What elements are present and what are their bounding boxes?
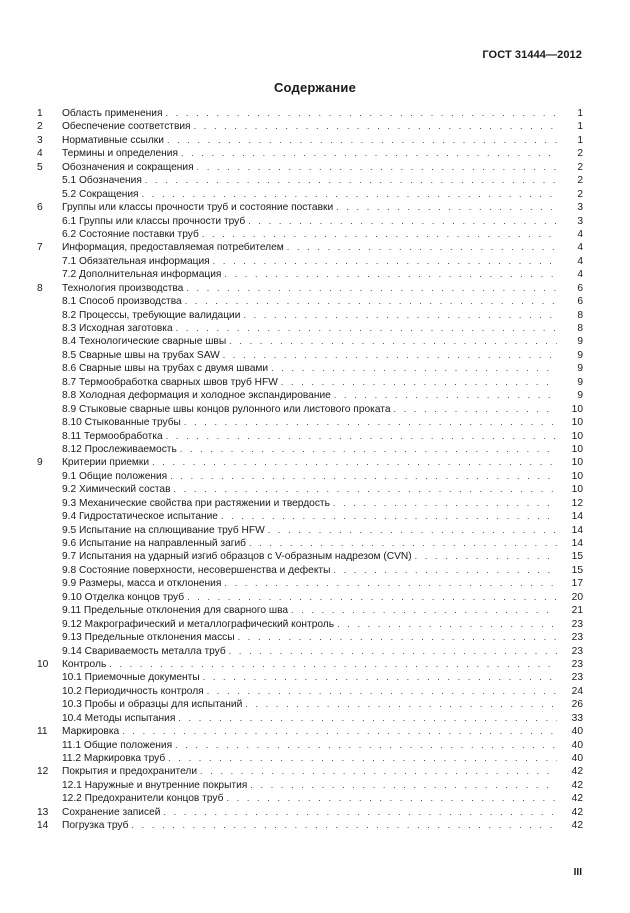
- toc-entry: [62, 819, 583, 832]
- toc-item[interactable]: [37, 403, 583, 416]
- toc-item-label: 8.5 Сварные швы на трубах SAW: [62, 349, 223, 362]
- toc-item-page: 42: [571, 806, 583, 818]
- toc-item[interactable]: [37, 295, 583, 308]
- toc-leader-dots: [207, 685, 557, 698]
- toc-item-label: 8.3 Исходная заготовка: [62, 322, 176, 335]
- toc-item-label: 9.5 Испытание на сплющивание труб HFW: [62, 524, 268, 537]
- page-number: III: [573, 867, 582, 878]
- toc-entry: [62, 134, 583, 147]
- toc-item-label: Нормативные ссылки: [62, 134, 167, 147]
- toc-item-page: 42: [571, 793, 583, 805]
- toc-item-page: 9: [577, 390, 583, 402]
- toc-leader-dots: [180, 443, 557, 456]
- toc-item-page: 33: [571, 712, 583, 724]
- toc-item-page: 12: [571, 497, 583, 509]
- toc-leader-dots: [152, 456, 557, 469]
- toc-item-page: 1: [577, 121, 583, 133]
- toc-item-number: 11: [37, 726, 48, 738]
- toc-leader-dots: [122, 725, 557, 738]
- toc-item-page: 20: [571, 591, 583, 603]
- toc-item-label: 10.1 Приемочные документы: [62, 671, 203, 684]
- toc-entry: [62, 671, 583, 684]
- toc-item[interactable]: [37, 577, 583, 590]
- toc-leader-dots: [245, 698, 557, 711]
- toc-entry: [62, 564, 583, 577]
- toc-item-label: 8.12 Прослеживаемость: [62, 443, 180, 456]
- toc-leader-dots: [221, 510, 557, 523]
- toc-item[interactable]: [37, 604, 583, 617]
- toc-item-page: 15: [571, 564, 583, 576]
- toc-item[interactable]: [37, 456, 583, 469]
- toc-entry: [62, 335, 583, 348]
- toc-item-page: 4: [577, 255, 583, 267]
- toc-item[interactable]: [37, 806, 583, 819]
- toc-leader-dots: [333, 564, 557, 577]
- toc-item-page: 6: [577, 296, 583, 308]
- toc-entry: [62, 443, 583, 456]
- toc-item-page: 26: [571, 699, 583, 711]
- toc-entry: [62, 416, 583, 429]
- toc-item[interactable]: [37, 228, 583, 241]
- toc-item-page: 40: [571, 739, 583, 751]
- toc-item[interactable]: [37, 645, 583, 658]
- toc-entry: [62, 524, 583, 537]
- toc-entry: [62, 241, 583, 254]
- toc-entry: [62, 631, 583, 644]
- toc-entry: [62, 376, 583, 389]
- toc-item[interactable]: [37, 255, 583, 268]
- toc-entry: [62, 658, 583, 671]
- toc-item[interactable]: [37, 389, 583, 402]
- toc-item-number: 8: [37, 282, 43, 294]
- toc-item[interactable]: [37, 309, 583, 322]
- toc-item-label: 9.9 Размеры, масса и отклонения: [62, 577, 224, 590]
- toc-item-page: 21: [571, 605, 583, 617]
- toc-item-page: 14: [571, 524, 583, 536]
- toc-entry: [62, 228, 583, 241]
- toc-entry: [62, 470, 583, 483]
- toc-leader-dots: [165, 107, 557, 120]
- toc-item-page: 24: [571, 685, 583, 697]
- toc-item-label: 9.1 Общие положения: [62, 470, 170, 483]
- toc-entry: [62, 739, 583, 752]
- toc-item[interactable]: [37, 134, 583, 147]
- toc-entry: [62, 349, 583, 362]
- toc-leader-dots: [223, 349, 557, 362]
- toc-item-number: 14: [37, 820, 49, 832]
- toc-item-label: 9.7 Испытания на ударный изгиб образцов с V-образным надрезом (CVN): [62, 550, 415, 563]
- toc-entry: [62, 712, 583, 725]
- toc-entry: [62, 483, 583, 496]
- toc-item[interactable]: [37, 349, 583, 362]
- toc-item[interactable]: [37, 161, 583, 174]
- toc-item[interactable]: [37, 147, 583, 160]
- toc-leader-dots: [197, 161, 557, 174]
- toc-leader-dots: [131, 819, 557, 832]
- toc-item[interactable]: [37, 376, 583, 389]
- toc-item[interactable]: [37, 819, 583, 832]
- toc-item[interactable]: [37, 658, 583, 671]
- toc-item-label: Контроль: [62, 658, 109, 671]
- toc-item-label: 8.8 Холодная деформация и холодное экспандирование: [62, 389, 334, 402]
- toc-entry: [62, 120, 583, 133]
- toc-entry: [62, 309, 583, 322]
- toc-leader-dots: [109, 658, 557, 671]
- toc-item-page: 10: [571, 443, 583, 455]
- standard-code: ГОСТ 31444—2012: [482, 49, 582, 61]
- toc-leader-dots: [224, 577, 557, 590]
- toc-item-page: 42: [571, 779, 583, 791]
- toc-leader-dots: [333, 497, 557, 510]
- toc-leader-dots: [415, 550, 557, 563]
- toc-item[interactable]: [37, 765, 583, 778]
- toc-leader-dots: [224, 268, 557, 281]
- toc-item-page: 9: [577, 363, 583, 375]
- toc-leader-dots: [271, 362, 557, 375]
- toc-item-page: 9: [577, 336, 583, 348]
- toc-leader-dots: [229, 335, 557, 348]
- toc-item-page: 14: [571, 538, 583, 549]
- toc-item-label: Технология производства: [62, 282, 186, 295]
- toc-entry: [62, 456, 583, 469]
- toc-item[interactable]: [37, 537, 583, 550]
- toc-leader-dots: [176, 322, 557, 335]
- toc-leader-dots: [167, 134, 557, 147]
- toc-item-page: 2: [577, 188, 583, 200]
- toc-item-label: 9.6 Испытание на направленный загиб: [62, 537, 249, 550]
- toc-entry: [62, 295, 583, 308]
- toc-item-page: 2: [577, 148, 583, 160]
- toc-entry: [62, 698, 583, 711]
- toc-leader-dots: [238, 631, 557, 644]
- toc-leader-dots: [142, 188, 557, 201]
- toc-item-label: Информация, предоставляемая потребителем: [62, 241, 287, 254]
- toc-item[interactable]: [37, 564, 583, 577]
- toc-item[interactable]: [37, 550, 583, 563]
- toc-item[interactable]: [37, 362, 583, 375]
- toc-entry: [62, 188, 583, 201]
- toc-item[interactable]: [37, 712, 583, 725]
- toc-item-label: 7.1 Обязательная информация: [62, 255, 213, 268]
- toc-item[interactable]: [37, 107, 583, 120]
- toc-leader-dots: [163, 806, 557, 819]
- toc-item[interactable]: [37, 282, 583, 295]
- toc-entry: [62, 537, 583, 550]
- toc-item-label: 9.12 Макрографический и металлографический контроль: [62, 618, 337, 631]
- toc-item-label: 9.13 Предельные отклонения массы: [62, 631, 238, 644]
- toc-item-label: Область применения: [62, 107, 165, 120]
- toc-leader-dots: [291, 604, 557, 617]
- toc-entry: [62, 174, 583, 187]
- toc-leader-dots: [248, 215, 557, 228]
- toc-leader-dots: [203, 671, 557, 684]
- toc-item-label: 9.14 Свариваемость металла труб: [62, 645, 229, 658]
- toc-item[interactable]: [37, 524, 583, 537]
- toc-entry: [62, 161, 583, 174]
- toc-entry: [62, 107, 583, 120]
- toc-item-label: 8.1 Способ производства: [62, 295, 185, 308]
- toc-item[interactable]: [37, 443, 583, 456]
- toc-entry: [62, 215, 583, 228]
- toc-item-page: 23: [571, 618, 583, 630]
- toc-item-label: 8.4 Технологические сварные швы: [62, 335, 229, 348]
- toc-item-number: 1: [37, 108, 43, 119]
- toc-item-label: 8.10 Стыкованные трубы: [62, 416, 184, 429]
- toc-item[interactable]: [37, 685, 583, 698]
- toc-item-label: 8.2 Процессы, требующие валидации: [62, 309, 243, 322]
- toc-item-label: Маркировка: [62, 725, 122, 738]
- toc-item-number: 5: [37, 161, 43, 173]
- toc-entry: [62, 792, 583, 805]
- toc-leader-dots: [200, 765, 557, 778]
- toc-item[interactable]: [37, 497, 583, 510]
- toc-item-number: 3: [37, 134, 43, 146]
- toc-leader-dots: [174, 483, 557, 496]
- toc-leader-dots: [178, 712, 557, 725]
- toc-item-page: 10: [571, 403, 583, 415]
- toc-entry: [62, 591, 583, 604]
- toc-item-page: 1: [577, 134, 583, 146]
- toc-leader-dots: [145, 174, 557, 187]
- toc-entry: [62, 255, 583, 268]
- toc-item[interactable]: [37, 416, 583, 429]
- toc-item-number: 12: [37, 766, 49, 778]
- toc-item-label: 9.4 Гидростатическое испытание: [62, 510, 221, 523]
- toc-item-page: 40: [571, 753, 583, 764]
- toc-item-page: 42: [571, 766, 583, 778]
- toc-item-page: 3: [577, 202, 583, 214]
- toc-entry: [62, 725, 583, 738]
- toc-entry: [62, 604, 583, 617]
- toc-leader-dots: [185, 295, 557, 308]
- toc-item[interactable]: [37, 631, 583, 644]
- toc-entry: [62, 389, 583, 402]
- toc-item-label: 8.7 Термообработка сварных швов труб HFW: [62, 376, 281, 389]
- page-title: Содержание: [273, 80, 357, 95]
- toc-item[interactable]: [37, 483, 583, 496]
- toc-entry: [62, 550, 583, 563]
- toc-item-label: 11.2 Маркировка труб: [62, 752, 168, 765]
- toc-leader-dots: [213, 255, 557, 268]
- toc-item-number: 9: [37, 457, 43, 469]
- toc-item-page: 4: [577, 269, 583, 281]
- toc-entry: [62, 322, 583, 335]
- toc-item-label: 10.2 Периодичность контроля: [62, 685, 207, 698]
- toc-item[interactable]: [37, 792, 583, 805]
- toc-leader-dots: [166, 430, 557, 443]
- table-of-contents: [37, 107, 583, 833]
- toc-item-page: 10: [571, 417, 583, 429]
- toc-item[interactable]: [37, 698, 583, 711]
- toc-leader-dots: [334, 389, 557, 402]
- toc-item-label: 8.11 Термообработка: [62, 430, 166, 443]
- toc-item-label: 9.8 Состояние поверхности, несовершенства и дефекты: [62, 564, 333, 577]
- toc-entry: [62, 282, 583, 295]
- toc-item-label: 8.9 Стыковые сварные швы концов рулонного или листового проката: [62, 403, 394, 416]
- toc-item-number: 2: [37, 121, 43, 133]
- toc-item-label: Сохранение записей: [62, 806, 163, 819]
- toc-item-label: Термины и определения: [62, 147, 181, 160]
- toc-item-label: 10.3 Пробы и образцы для испытаний: [62, 698, 245, 711]
- toc-item-label: 9.2 Химический состав: [62, 483, 174, 496]
- toc-item[interactable]: [37, 739, 583, 752]
- toc-item-label: 9.3 Механические свойства при растяжении и твердость: [62, 497, 333, 510]
- toc-item[interactable]: [37, 174, 583, 187]
- toc-item-page: 4: [577, 242, 583, 254]
- toc-item[interactable]: [37, 430, 583, 443]
- toc-leader-dots: [243, 309, 557, 322]
- toc-item[interactable]: [37, 510, 583, 523]
- toc-item-label: 12.2 Предохранители концов труб: [62, 792, 226, 805]
- toc-item-label: Погрузка труб: [62, 819, 131, 832]
- toc-item-page: 4: [577, 228, 583, 240]
- toc-entry: [62, 779, 583, 792]
- toc-item[interactable]: [37, 322, 583, 335]
- toc-leader-dots: [249, 537, 557, 550]
- toc-leader-dots: [226, 792, 557, 805]
- toc-item[interactable]: [37, 188, 583, 201]
- toc-entry: [62, 147, 583, 160]
- toc-item-number: 7: [37, 242, 43, 254]
- toc-item-page: 6: [577, 282, 583, 294]
- toc-leader-dots: [187, 591, 557, 604]
- toc-item-page: 8: [577, 323, 583, 334]
- toc-item[interactable]: [37, 268, 583, 281]
- toc-item-page: 2: [577, 175, 583, 187]
- toc-entry: [62, 618, 583, 631]
- toc-item[interactable]: [37, 779, 583, 792]
- toc-item-label: 9.10 Отделка концов труб: [62, 591, 187, 604]
- toc-entry: [62, 362, 583, 375]
- toc-item-page: 9: [577, 349, 583, 361]
- toc-leader-dots: [229, 645, 557, 658]
- toc-leader-dots: [175, 739, 557, 752]
- toc-entry: [62, 268, 583, 281]
- toc-item-number: 4: [37, 148, 43, 160]
- toc-item-label: Покрытия и предохранители: [62, 765, 200, 778]
- toc-item-page: 14: [571, 511, 583, 523]
- toc-leader-dots: [184, 416, 557, 429]
- toc-entry: [62, 806, 583, 819]
- toc-item-page: 9: [577, 376, 583, 388]
- toc-entry: [62, 685, 583, 698]
- toc-entry: [62, 430, 583, 443]
- toc-entry: [62, 645, 583, 658]
- toc-leader-dots: [186, 282, 557, 295]
- toc-entry: [62, 497, 583, 510]
- toc-leader-dots: [336, 201, 557, 214]
- toc-item-page: 3: [577, 215, 583, 227]
- toc-entry: [62, 752, 583, 765]
- toc-item-number: 13: [37, 806, 49, 818]
- toc-item-page: 1: [577, 108, 583, 119]
- toc-item-label: Группы или классы прочности труб и состояние поставки: [62, 201, 336, 214]
- toc-item-page: 2: [577, 161, 583, 173]
- toc-leader-dots: [250, 779, 557, 792]
- toc-leader-dots: [194, 120, 557, 133]
- toc-item[interactable]: [37, 241, 583, 254]
- toc-item-page: 10: [571, 430, 583, 442]
- toc-leader-dots: [337, 618, 557, 631]
- toc-item-page: 8: [577, 309, 583, 321]
- toc-item-page: 10: [571, 457, 583, 469]
- toc-leader-dots: [394, 403, 558, 416]
- toc-item-label: 11.1 Общие положения: [62, 739, 175, 752]
- toc-item-page: 17: [571, 578, 583, 590]
- toc-entry: [62, 201, 583, 214]
- toc-item-number: 10: [37, 658, 49, 670]
- toc-entry: [62, 765, 583, 778]
- toc-leader-dots: [168, 752, 557, 765]
- toc-item[interactable]: [37, 752, 583, 765]
- toc-item-number: 6: [37, 202, 43, 214]
- toc-item-label: 5.1 Обозначения: [62, 174, 145, 187]
- toc-item[interactable]: [37, 618, 583, 631]
- toc-item-label: 10.4 Методы испытания: [62, 712, 178, 725]
- toc-item-label: Критерии приемки: [62, 456, 152, 469]
- toc-item-page: 40: [571, 726, 583, 738]
- toc-item-label: 6.1 Группы или классы прочности труб: [62, 215, 248, 228]
- toc-item[interactable]: [37, 335, 583, 348]
- toc-item-page: 23: [571, 645, 583, 657]
- toc-entry: [62, 577, 583, 590]
- toc-item-label: Обозначения и сокращения: [62, 161, 197, 174]
- toc-item-label: 12.1 Наружные и внутренние покрытия: [62, 779, 250, 792]
- toc-leader-dots: [281, 376, 557, 389]
- toc-item-page: 23: [571, 658, 583, 670]
- toc-leader-dots: [287, 241, 557, 254]
- toc-leader-dots: [181, 147, 557, 160]
- toc-item-page: 23: [571, 632, 583, 644]
- toc-item-label: 7.2 Дополнительная информация: [62, 268, 224, 281]
- toc-item[interactable]: [37, 671, 583, 684]
- toc-leader-dots: [170, 470, 557, 483]
- toc-item-label: 9.11 Предельные отклонения для сварного шва: [62, 604, 291, 617]
- toc-item[interactable]: [37, 215, 583, 228]
- toc-item-label: 6.2 Состояние поставки труб: [62, 228, 202, 241]
- toc-leader-dots: [202, 228, 557, 241]
- toc-item-page: 10: [571, 470, 583, 482]
- toc-item-page: 42: [571, 820, 583, 832]
- toc-item-label: Обеспечение соответствия: [62, 120, 194, 133]
- toc-item[interactable]: [37, 591, 583, 604]
- toc-item[interactable]: [37, 725, 583, 738]
- toc-item[interactable]: [37, 120, 583, 133]
- toc-item[interactable]: [37, 470, 583, 483]
- toc-item-page: 10: [571, 484, 583, 496]
- toc-entry: [62, 510, 583, 523]
- toc-item-label: 5.2 Сокращения: [62, 188, 142, 201]
- toc-leader-dots: [268, 524, 557, 537]
- toc-item-page: 23: [571, 672, 583, 684]
- toc-entry: [62, 403, 583, 416]
- toc-item-label: 8.6 Сварные швы на трубах с двумя швами: [62, 362, 271, 375]
- toc-item[interactable]: [37, 201, 583, 214]
- toc-item-page: 15: [571, 551, 583, 563]
